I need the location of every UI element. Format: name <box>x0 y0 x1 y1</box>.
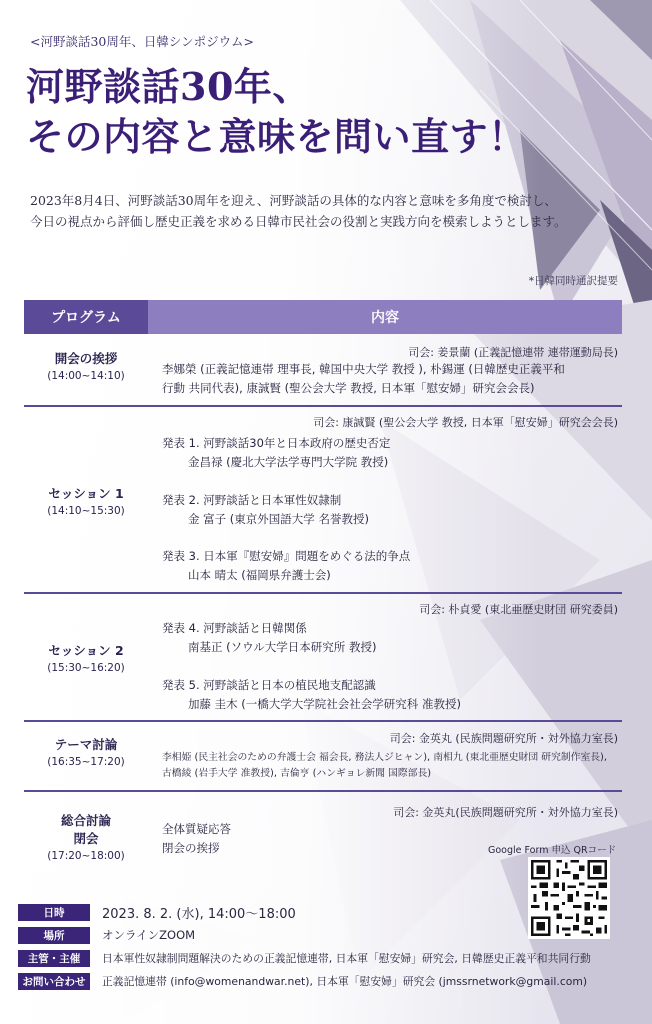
program-name: セッション 1 <box>48 486 124 501</box>
column-program: プログラム <box>24 300 148 334</box>
program-cell <box>24 350 148 382</box>
talk-4 <box>162 619 376 657</box>
info-contact <box>18 972 587 990</box>
discussant-line: 李相姫 (民主社会のための弁護士会 福会長, 務法人ジヒャン), 南相九 (東北亜歴史財団 研究制作室長), <box>162 752 607 763</box>
program-name: セッション 2 <box>48 643 124 658</box>
moderator: 司会: 朴貞愛 (東北亜歴史財団 研究委員) <box>419 603 618 616</box>
section-opening <box>24 336 622 406</box>
info-value: 2023. 8. 2. (水), 14:00～18:00 <box>102 906 296 922</box>
program-cell <box>24 736 148 768</box>
speaker-line: 李娜榮 (正義記憶連帯 理事長, 韓国中央大学 教授 ), 朴錫運 (日韓歴史正義平和 <box>162 362 565 376</box>
event-description <box>30 190 630 232</box>
section-theme-discussion <box>24 722 622 790</box>
info-organizers <box>18 949 591 967</box>
event-subtitle: <河野談話30周年、日韓シンポジウム> <box>30 34 254 49</box>
talk-title: 発表 2. 河野談話と日本軍性奴隷制 <box>162 493 342 507</box>
discussants <box>162 750 607 782</box>
interpretation-note: *日韓同時通訳提要 <box>528 275 618 287</box>
column-content: 内容 <box>148 300 622 334</box>
talk-speaker: 金 富子 (東京外国語大学 名誉教授) <box>188 512 369 526</box>
info-value: 日本軍性奴隷制問題解決のための正義記憶連帯, 日本軍「慰安婦」研究会, 日韓歴史正義平和共同行動 <box>102 951 591 965</box>
speaker-line: 行動 共同代表), 康誠賢 (聖公会大学 教授, 日本軍「慰安婦」研究会会長) <box>162 381 535 395</box>
info-venue <box>18 926 195 944</box>
info-datetime <box>18 903 296 921</box>
speakers <box>162 360 565 398</box>
title-line-2: その内容と意味を問い直す！ <box>26 114 527 159</box>
program-time: (14:00~14:10) <box>47 370 125 382</box>
program-time: (17:20~18:00) <box>47 850 125 862</box>
info-value: オンラインZOOM <box>102 928 196 942</box>
program-name: テーマ討論 <box>54 737 118 752</box>
moderator: 司会: 姜景蘭 (正義記憶連帯 連帯運動局長) <box>408 346 618 359</box>
qr-code-icon[interactable] <box>528 857 610 939</box>
section-session-1 <box>24 407 622 593</box>
program-time: (15:30~16:20) <box>47 662 125 674</box>
info-value: 正義記憶連帯 (info@womenandwar.net), 日本軍「慰安婦」研究会 (jmssrnetwork@gmail.com) <box>102 974 588 988</box>
moderator: 司会: 金英丸 (民族問題研究所・対外協力室長) <box>389 732 618 745</box>
closing-item: 全体質疑応答 <box>162 822 231 836</box>
description-line-2: 今日の視点から評価し歴史正義を求める日韓市民社会の役割と実践方向を模索しようとします。 <box>30 214 567 229</box>
talk-2 <box>162 491 369 529</box>
event-title <box>26 62 527 162</box>
talk-speaker: 金昌禄 (慶北大学法学専門大学院 教授) <box>188 455 389 469</box>
talk-title: 発表 1. 河野談話30年と日本政府の歴史否定 <box>162 436 391 450</box>
info-label: お問い合わせ <box>18 973 90 990</box>
info-label: 主管・主催 <box>18 950 90 967</box>
program-name: 開会の挨拶 <box>54 351 118 366</box>
talk-title: 発表 4. 河野談話と日韓関係 <box>162 621 307 635</box>
talk-5 <box>162 676 461 714</box>
talk-title: 発表 3. 日本軍『慰安婦』問題をめぐる法的争点 <box>162 549 411 563</box>
section-session-2 <box>24 594 622 720</box>
program-cell <box>24 812 148 862</box>
moderator: 司会: 金英丸(民族問題研究所・対外協力室長) <box>393 806 618 819</box>
info-label: 場所 <box>18 927 90 944</box>
talk-title: 発表 5. 河野談話と日本の植民地支配認識 <box>162 678 376 692</box>
qr-label: Google Form 申込 QRコード <box>488 845 617 856</box>
discussant-line: 古橋綾 (岩手大学 准教授), 吉倫亨 (ハンギョレ新聞 国際部長) <box>162 768 432 779</box>
title-line-1: 河野談話30年、 <box>26 64 311 109</box>
talk-speaker: 加藤 圭木 (一橋大学大学院社会社会学研究科 准教授) <box>188 697 461 711</box>
program-cell <box>24 485 148 517</box>
closing-item: 閉会の挨拶 <box>162 841 220 855</box>
moderator: 司会: 康誠賢 (聖公会大学 教授, 日本軍「慰安婦」研究会会長) <box>313 416 618 429</box>
info-label: 日時 <box>18 904 90 921</box>
description-line-1: 2023年8月4日、河野談話30周年を迎え、河野談話の具体的な内容と意味を多角度で検討し、 <box>30 193 557 208</box>
talk-speaker: 山本 晴太 (福岡県弁護士会) <box>188 568 331 582</box>
closing-items <box>162 820 231 858</box>
talk-3 <box>162 547 410 585</box>
program-time: (16:35~17:20) <box>47 756 125 768</box>
talk-speaker: 南基正 (ソウル大学日本研究所 教授) <box>188 640 377 654</box>
program-name: 総合討論 <box>60 813 111 828</box>
program-name-2: 閉会 <box>73 831 99 846</box>
program-cell <box>24 642 148 674</box>
talk-1 <box>162 434 390 472</box>
program-table-header <box>24 300 622 334</box>
program-time: (14:10~15:30) <box>47 505 125 517</box>
